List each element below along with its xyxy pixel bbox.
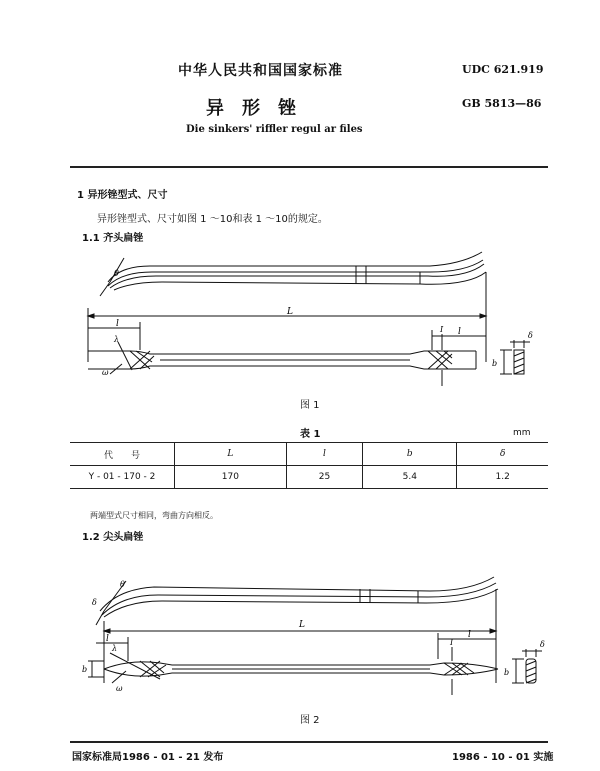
fig2-file-bottom-edge [104,589,498,617]
cell-l: 25 [286,466,363,489]
footer-issued: 国家标准局1986 - 01 - 21 发布 [72,752,224,763]
doc-title-en: Die sinkers' riffler regul ar files [186,124,363,135]
fig1-l-right-label: l [458,327,461,337]
fig2-delta-tip-label: δ [92,598,97,607]
fig2-side-top [104,662,498,669]
doc-title: 异 形 锉 [206,98,296,119]
fig1-L-label: L [287,307,293,317]
udc-code: UDC 621.919 [462,63,544,76]
fig2-l-left-label: l [106,634,109,644]
fig2-file-top-edge [100,577,494,611]
fig2-L-label: L [299,620,305,630]
fig1-l-left-label: l [116,319,119,329]
figure-1-drawing [0,250,600,410]
footer-rule [70,741,548,743]
figure-1-caption: 图 1 [300,400,320,411]
cell-L: 170 [175,466,287,489]
col-header-b: b [363,443,457,466]
fig1-file-top-edge [108,252,482,282]
gb-code: GB 5813—86 [462,97,542,110]
table-1-caption: 表 1 [300,429,321,440]
table-1-unit: mm [513,428,531,438]
fig2-delta-label: δ [540,640,545,649]
fig1-omega-label: ω [102,368,109,377]
col-header-L: L [175,443,287,466]
fig1-file-bottom-edge [114,272,486,290]
cell-b: 5.4 [363,466,457,489]
table-header-row [70,443,548,466]
section-1-1-heading: 1.1 齐头扁锉 [82,233,144,244]
cell-delta: 1.2 [457,466,548,489]
section-1-2-heading: 1.2 尖头扁锉 [82,532,144,543]
cell-code: Y - 01 - 170 - 2 [70,466,175,489]
fig2-omega-label: ω [116,684,123,693]
col-header-l: l [286,443,363,466]
fig1-delta-label: δ [528,331,533,340]
fig2-lambda-label: λ [112,644,118,653]
fig2-b-left-label: b [82,665,88,674]
fig1-b-label: b [492,359,498,368]
fig2-b-label: b [504,668,510,677]
section-1-heading: 1 异形锉型式、尺寸 [77,190,168,201]
table-1 [70,442,548,489]
fig2-theta-label: θ [120,580,125,589]
fig1-side-bottom [88,366,476,369]
section-1-body: 异形锉型式、尺寸如图 1 ～10和表 1 ～10的规定。 [97,214,328,225]
col-header-delta: δ [457,443,548,466]
figure-2-drawing [0,565,600,725]
footer-effective: 1986 - 10 - 01 实施 [452,752,554,763]
fig1-section-label: I [440,325,444,334]
table-row [70,466,548,489]
figure-2-caption: 图 2 [300,715,320,726]
fig1-lambda-label: λ [114,335,120,344]
fig1-side-top [88,351,476,354]
fig2-l-right-label: l [468,630,471,640]
fig1-theta-label: θ [114,269,119,278]
col-header-code: 代 号 [70,443,175,466]
fig2-section-label: I [450,638,454,647]
table-1-note: 两端型式尺寸相同，弯曲方向相反。 [90,511,218,520]
header-rule [70,166,548,168]
org-title: 中华人民共和国国家标准 [178,63,343,79]
